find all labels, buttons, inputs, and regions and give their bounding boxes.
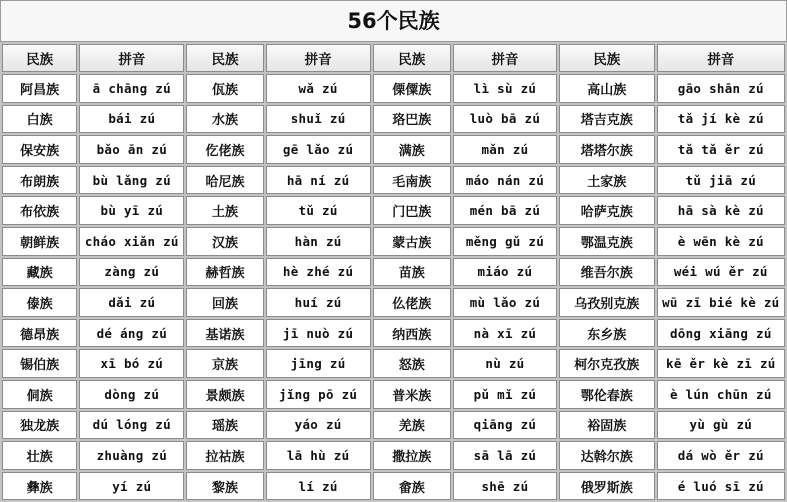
ethnic-group-cell: 土族 [186,196,263,225]
pinyin-cell: bǎo ān zú [79,135,184,164]
pinyin-cell: dá wò ěr zú [657,441,785,470]
pinyin-cell: jǐng pō zú [266,380,371,409]
pinyin-cell: è wēn kè zú [657,227,785,256]
pinyin-cell: jīng zú [266,349,371,378]
pinyin-cell: wǎ zú [266,74,371,103]
pinyin-cell: yáo zú [266,411,371,440]
table-row [2,135,785,164]
table-row [2,196,785,225]
header-ethnic-group: 民族 [186,44,263,72]
pinyin-cell: tǔ zú [266,196,371,225]
pinyin-cell: nà xī zú [453,319,557,348]
pinyin-cell: miáo zú [453,258,557,287]
ethnic-group-cell: 藏族 [2,258,77,287]
pinyin-cell: é luó sī zú [657,472,785,501]
ethnic-group-cell: 保安族 [2,135,77,164]
pinyin-cell: yù gù zú [657,411,785,440]
header-pinyin: 拼音 [453,44,557,72]
pinyin-cell: mù lǎo zú [453,288,557,317]
ethnic-group-cell: 佤族 [186,74,263,103]
ethnic-group-cell: 满族 [373,135,451,164]
pinyin-cell: bù yī zú [79,196,184,225]
pinyin-cell: è lún chūn zú [657,380,785,409]
pinyin-cell: měng gǔ zú [453,227,557,256]
ethnic-group-cell: 京族 [186,349,263,378]
table-row [2,258,785,287]
header-pinyin: 拼音 [266,44,371,72]
ethnic-group-cell: 傈僳族 [373,74,451,103]
ethnic-group-cell: 侗族 [2,380,77,409]
pinyin-cell: wū zī bié kè zú [657,288,785,317]
ethnic-group-cell: 布朗族 [2,166,77,195]
table-row [2,105,785,134]
pinyin-cell: tǔ jiā zú [657,166,785,195]
ethnic-group-cell: 怒族 [373,349,451,378]
ethnic-group-cell: 柯尔克孜族 [559,349,655,378]
header-ethnic-group: 民族 [373,44,451,72]
ethnic-group-cell: 高山族 [559,74,655,103]
ethnic-group-cell: 门巴族 [373,196,451,225]
ethnic-group-cell: 水族 [186,105,263,134]
ethnic-group-cell: 景颇族 [186,380,263,409]
table-row [2,441,785,470]
pinyin-cell: dòng zú [79,380,184,409]
table-row [2,166,785,195]
ethnic-group-cell: 珞巴族 [373,105,451,134]
pinyin-cell: pǔ mǐ zú [453,380,557,409]
ethnic-group-cell: 白族 [2,105,77,134]
ethnic-group-cell: 仫佬族 [373,288,451,317]
ethnic-group-cell: 布依族 [2,196,77,225]
ethnic-group-cell: 维吾尔族 [559,258,655,287]
ethnic-group-cell: 鄂伦春族 [559,380,655,409]
ethnic-group-cell: 鄂温克族 [559,227,655,256]
pinyin-cell: hè zhé zú [266,258,371,287]
ethnic-group-cell: 塔塔尔族 [559,135,655,164]
pinyin-cell: cháo xiǎn zú [79,227,184,256]
ethnic-group-cell: 羌族 [373,411,451,440]
pinyin-cell: qiāng zú [453,411,557,440]
table-row [2,319,785,348]
ethnic-group-cell: 普米族 [373,380,451,409]
header-row [2,44,785,72]
table-row [2,411,785,440]
pinyin-cell: dōng xiāng zú [657,319,785,348]
table-row [2,472,785,501]
pinyin-cell: tǎ jí kè zú [657,105,785,134]
pinyin-cell: hā ní zú [266,166,371,195]
ethnic-group-cell: 阿昌族 [2,74,77,103]
header-ethnic-group: 民族 [2,44,77,72]
ethnic-group-cell: 乌孜别克族 [559,288,655,317]
pinyin-cell: yí zú [79,472,184,501]
ethnic-group-cell: 东乡族 [559,319,655,348]
table-row [2,288,785,317]
ethnic-group-cell: 哈萨克族 [559,196,655,225]
pinyin-cell: jī nuò zú [266,319,371,348]
ethnic-group-cell: 毛南族 [373,166,451,195]
pinyin-cell: zhuàng zú [79,441,184,470]
ethnic-group-cell: 纳西族 [373,319,451,348]
header-ethnic-group: 民族 [559,44,655,72]
table-row [2,349,785,378]
pinyin-cell: lā hù zú [266,441,371,470]
pinyin-cell: dú lóng zú [79,411,184,440]
ethnic-group-cell: 傣族 [2,288,77,317]
ethnic-group-cell: 德昂族 [2,319,77,348]
ethnic-group-cell: 苗族 [373,258,451,287]
table-row [2,227,785,256]
ethnic-group-cell: 朝鲜族 [2,227,77,256]
pinyin-cell: shē zú [453,472,557,501]
ethnic-group-cell: 撒拉族 [373,441,451,470]
pinyin-cell: wéi wú ěr zú [657,258,785,287]
ethnic-group-cell: 土家族 [559,166,655,195]
header-pinyin: 拼音 [657,44,785,72]
pinyin-cell: huí zú [266,288,371,317]
ethnic-group-cell: 达斡尔族 [559,441,655,470]
pinyin-cell: kē ěr kè zī zú [657,349,785,378]
table-title: 56个民族 [1,1,786,42]
pinyin-cell: xī bó zú [79,349,184,378]
pinyin-cell: gāo shān zú [657,74,785,103]
ethnic-group-cell: 壮族 [2,441,77,470]
ethnic-group-cell: 蒙古族 [373,227,451,256]
ethnic-group-cell: 汉族 [186,227,263,256]
pinyin-cell: máo nán zú [453,166,557,195]
pinyin-cell: hā sà kè zú [657,196,785,225]
pinyin-cell: sā lā zú [453,441,557,470]
pinyin-cell: lí zú [266,472,371,501]
ethnic-group-cell: 瑶族 [186,411,263,440]
pinyin-cell: dé áng zú [79,319,184,348]
pinyin-cell: lì sù zú [453,74,557,103]
pinyin-cell: ā chāng zú [79,74,184,103]
pinyin-cell: mén bā zú [453,196,557,225]
pinyin-cell: luò bā zú [453,105,557,134]
ethnic-group-cell: 基诺族 [186,319,263,348]
ethnic-group-cell: 黎族 [186,472,263,501]
pinyin-cell: gē lǎo zú [266,135,371,164]
ethnic-group-cell: 回族 [186,288,263,317]
pinyin-cell: shuǐ zú [266,105,371,134]
pinyin-cell: nù zú [453,349,557,378]
ethnic-group-cell: 塔吉克族 [559,105,655,134]
ethnic-group-cell: 拉祜族 [186,441,263,470]
pinyin-cell: bái zú [79,105,184,134]
ethnic-group-cell: 赫哲族 [186,258,263,287]
ethnic-group-cell: 哈尼族 [186,166,263,195]
pinyin-cell: mǎn zú [453,135,557,164]
pinyin-cell: bù lǎng zú [79,166,184,195]
ethnic-group-cell: 裕固族 [559,411,655,440]
pinyin-cell: dǎi zú [79,288,184,317]
pinyin-cell: tǎ tǎ ěr zú [657,135,785,164]
ethnic-group-cell: 锡伯族 [2,349,77,378]
ethnic-groups-table [0,42,787,502]
ethnic-group-cell: 独龙族 [2,411,77,440]
header-pinyin: 拼音 [79,44,184,72]
ethnic-group-cell: 仡佬族 [186,135,263,164]
ethnic-group-cell: 畲族 [373,472,451,501]
pinyin-cell: zàng zú [79,258,184,287]
table-row [2,74,785,103]
table-row [2,380,785,409]
ethnic-group-cell: 俄罗斯族 [559,472,655,501]
pinyin-cell: hàn zú [266,227,371,256]
ethnic-group-cell: 彝族 [2,472,77,501]
